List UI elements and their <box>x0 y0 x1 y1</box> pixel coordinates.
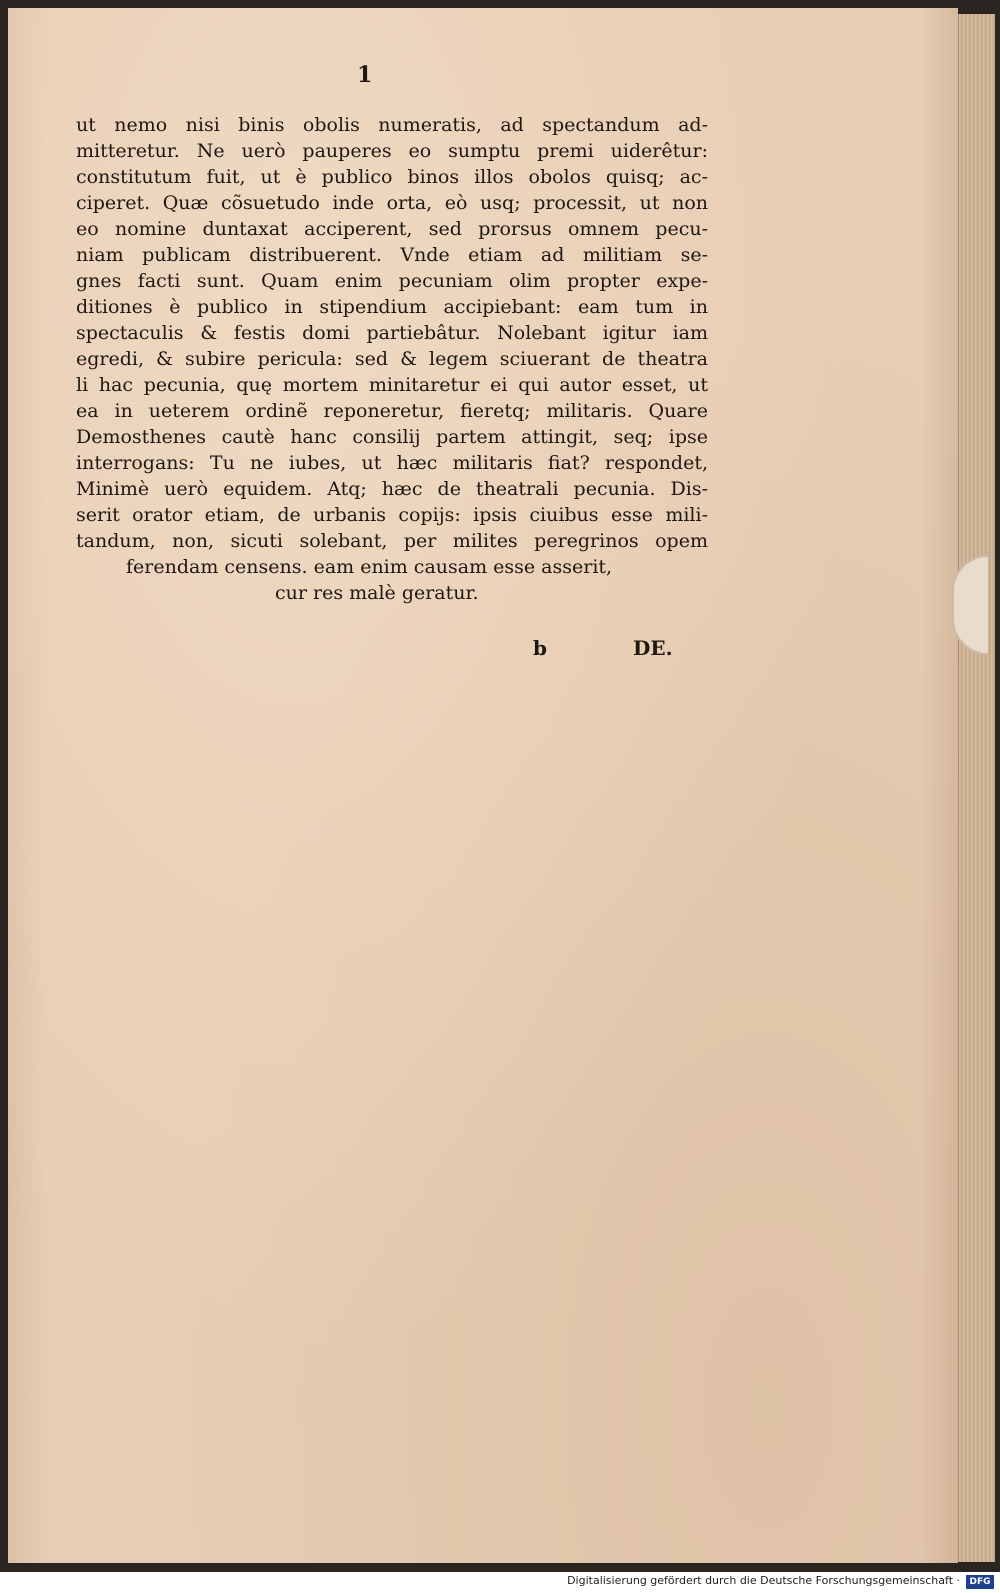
text-line: tandum, non, sicuti solebant, per milites peregrinos opem <box>76 530 708 552</box>
text-line: li hac pecunia, quę mortem minitaretur ei qui autor esset, ut <box>76 374 708 396</box>
text-line: Demosthenes cautè hanc consilij partem attingit, seq; ipse <box>76 426 708 448</box>
text-line: constitutum fuit, ut è publico binos illos obolos quisq; ac- <box>76 166 708 188</box>
text-line: egredi, & subire pericula: sed & legem sciuerant de theatra <box>76 348 708 370</box>
folio-number: 1 <box>357 62 373 88</box>
text-line: eo nomine duntaxat acciperent, sed prorsus omnem pecu- <box>76 218 708 240</box>
text-line: ea in ueterem ordinẽ reponeretur, fieretq; militaris. Quare <box>76 400 708 422</box>
text-line: Minimè uerò equidem. Atq; hæc de theatrali pecunia. Dis- <box>76 478 708 500</box>
text-line: spectaculis & festis domi partiebâtur. Nolebant igitur iam <box>76 322 708 344</box>
text-line: serit orator etiam, de urbanis copijs: ipsis ciuibus esse mili- <box>76 504 708 526</box>
text-line: ciperet. Quæ cõsuetudo inde orta, eò usq; processit, ut non <box>76 192 708 214</box>
footer-bar <box>0 1572 1000 1593</box>
text-line: mitteretur. Ne uerò pauperes eo sumptu premi uiderêtur: <box>76 140 708 162</box>
text-line: ut nemo nisi binis obolis numeratis, ad spectandum ad- <box>76 114 708 136</box>
signature-mark: b <box>533 636 547 660</box>
page-edges <box>958 14 995 1562</box>
text-line: ferendam censens. eam enim causam esse asserit, <box>126 556 613 578</box>
text-line: interrogans: Tu ne iubes, ut hæc militaris fiat? respondet, <box>76 452 708 474</box>
catchword: DE. <box>633 636 673 660</box>
text-line: cur res malè geratur. <box>275 582 479 604</box>
funding-notice: Digitalisierung gefördert durch die Deutsche Forschungsgemeinschaft · <box>567 1574 960 1587</box>
text-line: gnes facti sunt. Quam enim pecuniam olim propter expe- <box>76 270 708 292</box>
text-line: ditiones è publico in stipendium accipiebant: eam tum in <box>76 296 708 318</box>
dfg-logo: DFG <box>966 1575 994 1589</box>
text-line: niam publicam distribuerent. Vnde etiam ad militiam se- <box>76 244 708 266</box>
